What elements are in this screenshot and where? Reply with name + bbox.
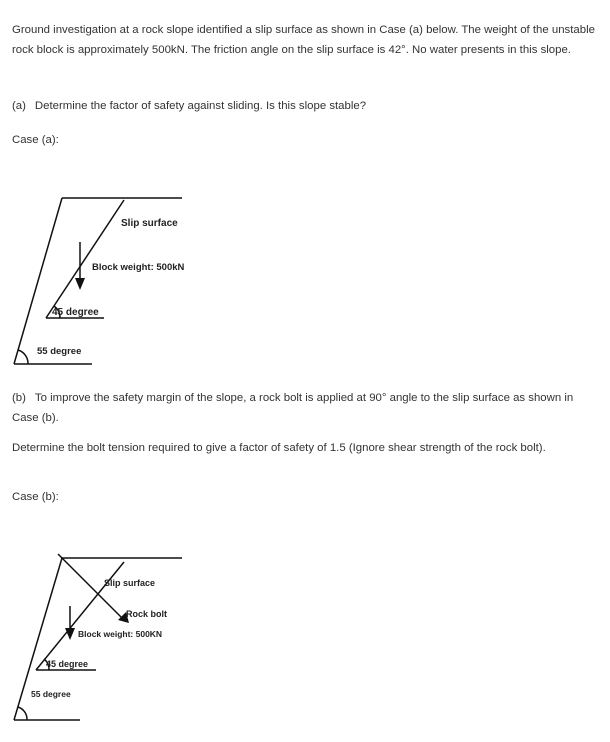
slip-surface-line [46, 200, 124, 318]
part-b-question [12, 388, 602, 428]
slip-angle-label: 45 degree [46, 659, 89, 669]
block-weight-label: Block weight: 500KN [78, 629, 163, 639]
case-b-heading: Case (b): [12, 491, 59, 503]
part-b-marker: (b) [12, 392, 26, 404]
slip-angle-label: 45 degree [52, 307, 99, 318]
face-angle-label: 55 degree [37, 346, 82, 357]
rock-bolt-label: Rock bolt [126, 609, 168, 619]
problem-intro: Ground investigation at a rock slope identified a slip surface as shown in Case (a) below. The weight of the unstable rock block is approximately 500kN. The friction angle on the slip surface is 42°. No water presents in this slope. [12, 24, 595, 56]
part-a-marker: (a) [12, 100, 26, 112]
face-angle-label: 55 degree [31, 689, 71, 699]
part-b-text: To improve the safety margin of the slope, a rock bolt is applied at 90° angle to the slip surface as shown in Case (b). [12, 392, 574, 424]
part-a-question [12, 96, 602, 116]
case-a-heading: Case (a): [12, 134, 59, 146]
face-angle-arc [18, 707, 27, 720]
part-a-text: Determine the factor of safety against sliding. Is this slope stable? [34, 100, 367, 112]
slope-face-line [14, 198, 62, 364]
case-a-slope-diagram [0, 180, 220, 380]
weight-arrow-head-icon [65, 628, 75, 640]
part-b-task: Determine the bolt tension required to give a factor of safety of 1.5 (Ignore shear strength of the rock bolt). [12, 442, 546, 454]
slip-surface-label: Slip surface [121, 218, 178, 229]
block-weight-label: Block weight: 500kN [92, 262, 185, 273]
slip-surface-label: Slip surface [104, 578, 156, 588]
face-angle-arc [18, 350, 28, 364]
weight-arrow-head-icon [75, 278, 85, 290]
case-b-slope-diagram [0, 540, 220, 740]
